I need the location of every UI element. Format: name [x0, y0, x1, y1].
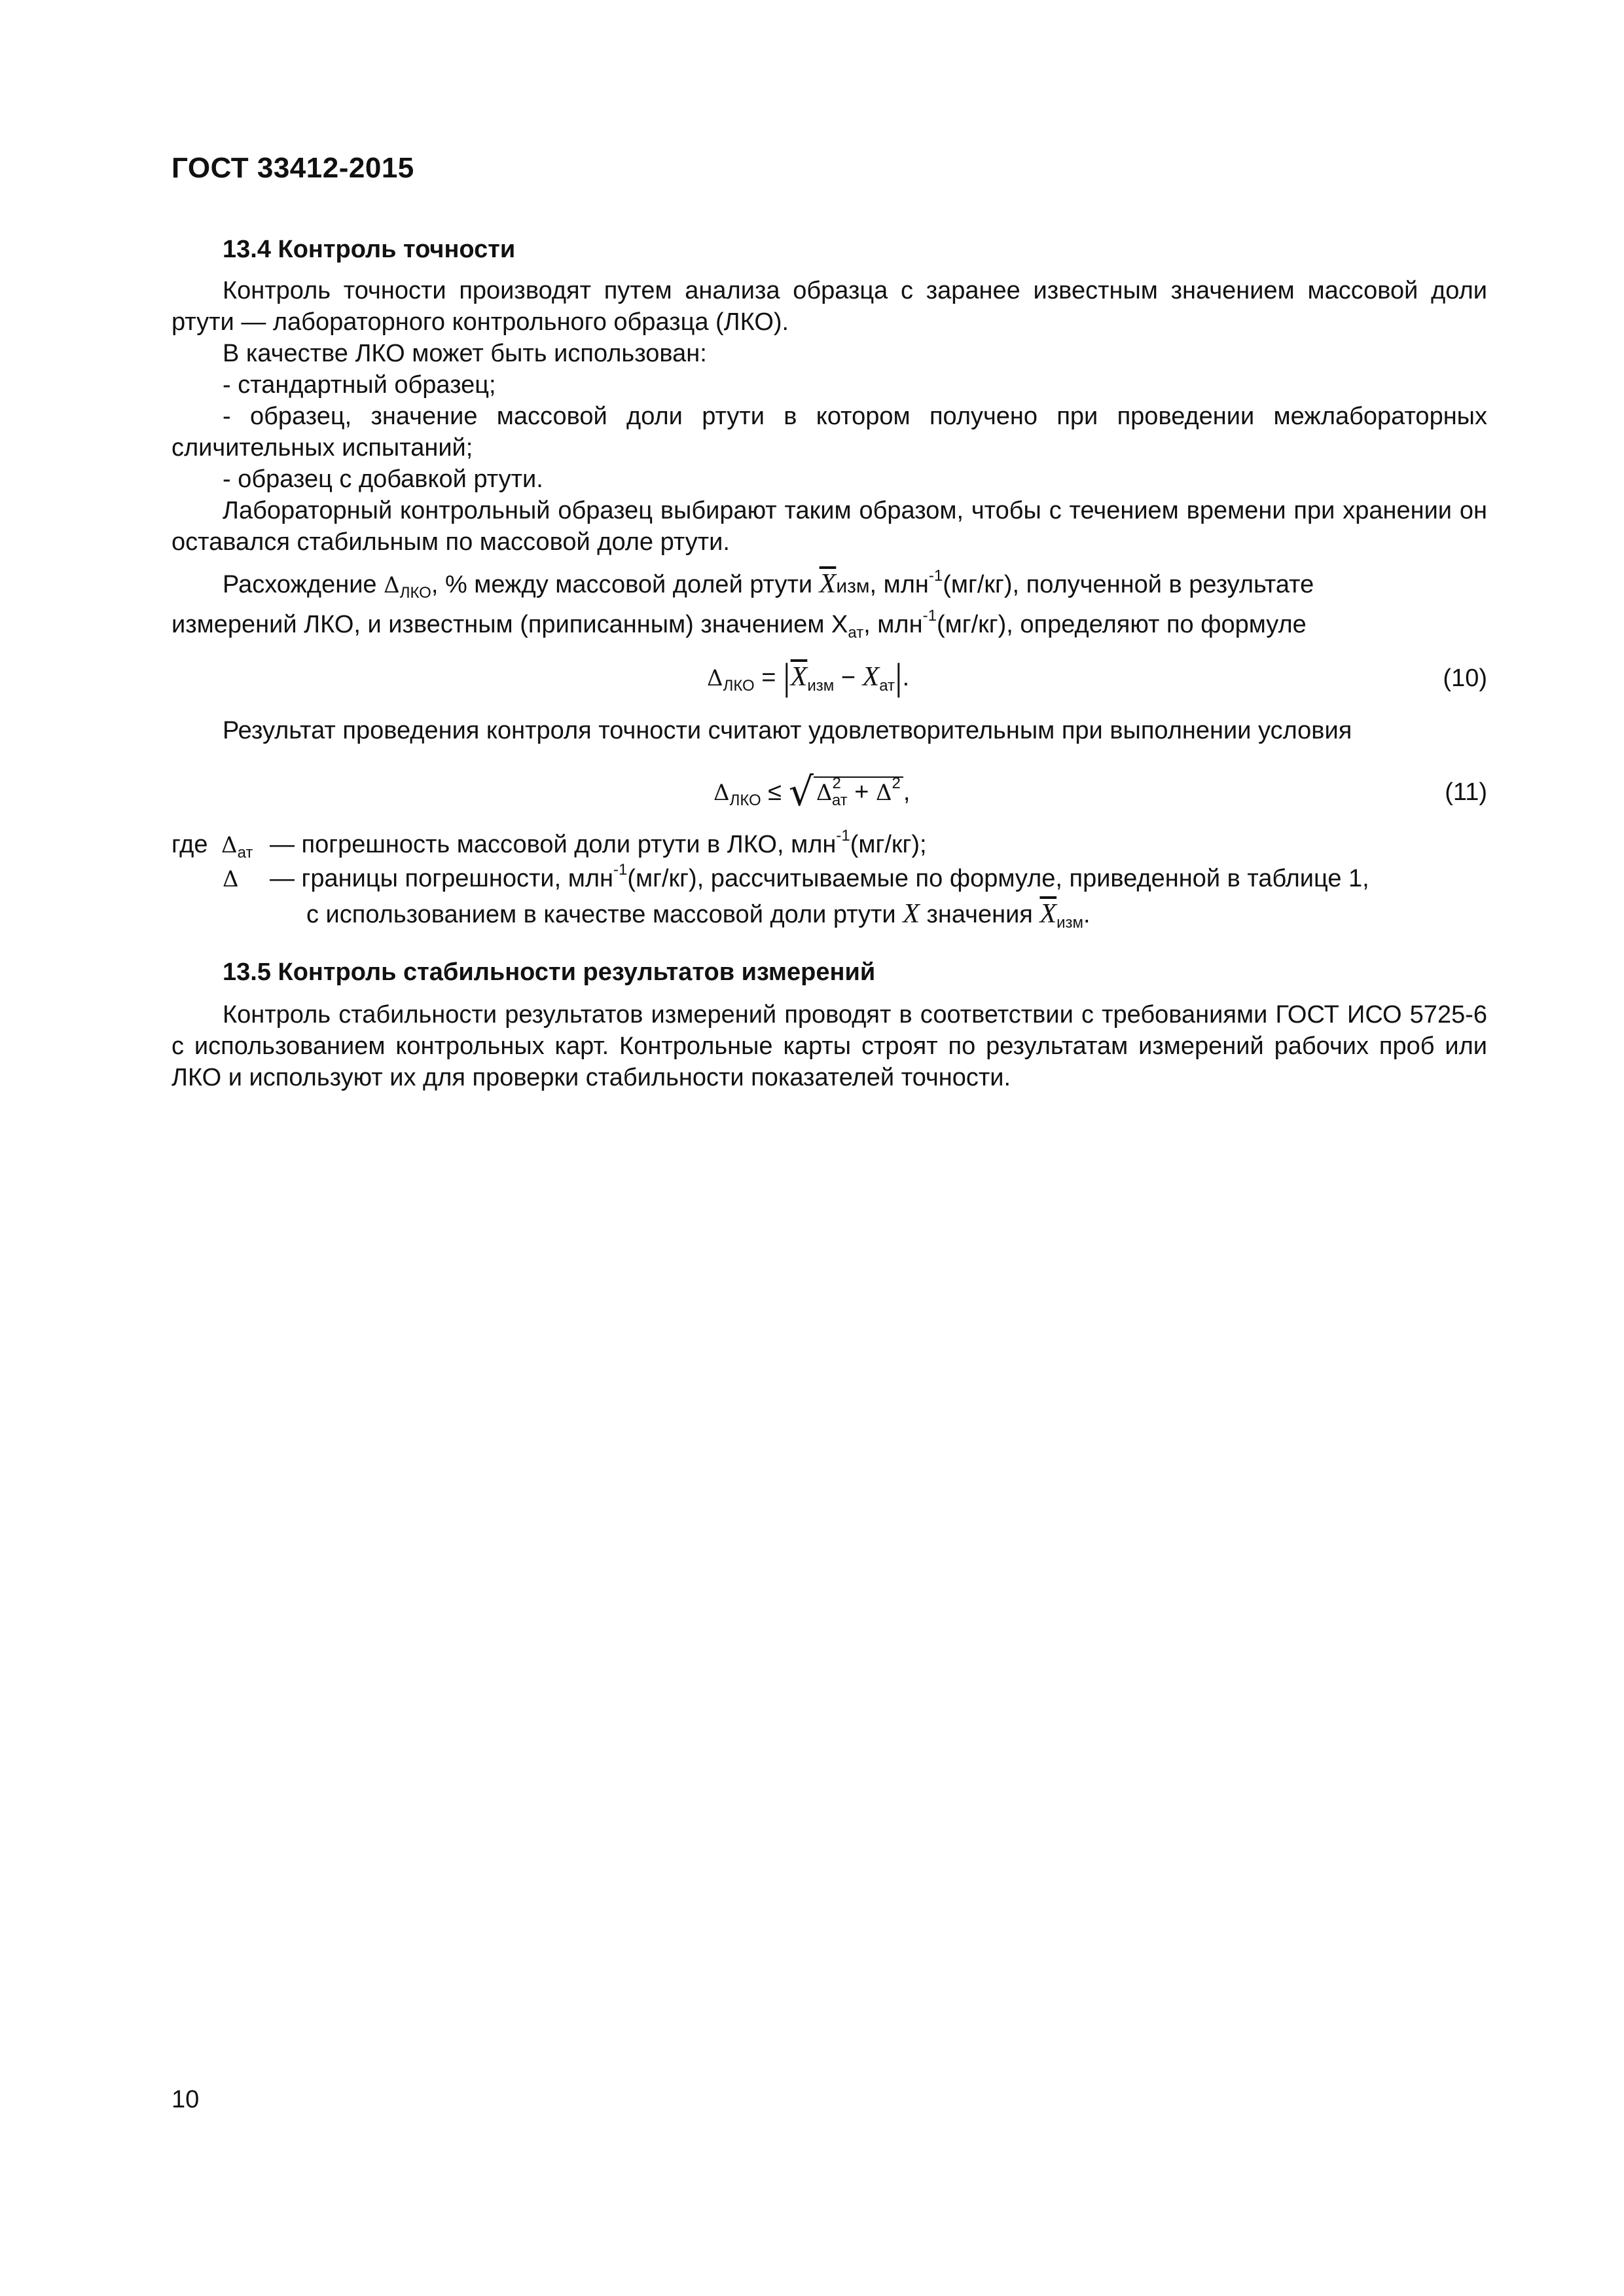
- where-definition-2-cont: с использованием в качестве массовой доли ртути X значения $\overline{X}_{изм}$.: [306, 899, 1091, 932]
- where-definition-2: — границы погрешности, млн$^{-1}$(мг/кг), рассчитываемые по формуле, приведенной в таблице 1,: [270, 861, 1369, 892]
- paragraph-lko-selection: Лабораторный контрольный образец выбирают таким образом, чтобы с течением времени при хранении он оставался стабильным по массовой доле ртути.: [171, 497, 1487, 556]
- where-label: где: [171, 831, 208, 858]
- where-delta-at: $\Delta_{ат}$: [221, 832, 253, 862]
- paragraph-accuracy-intro: Контроль точности производят путем анализа образца с заранее известным значением массовой доли ртути — лабораторного контрольного образца (ЛКО).: [171, 277, 1487, 336]
- section-13-4-title: 13.4 Контроль точности: [223, 236, 516, 263]
- list-item-spiked-sample: - образец с добавкой ртути.: [223, 465, 543, 493]
- document-code-header: ГОСТ 33412-2015: [171, 152, 414, 184]
- section-13-5-title: 13.5 Контроль стабильности результатов измерений: [223, 958, 876, 986]
- square-root-icon: √: [788, 769, 814, 815]
- equation-number-11: (11): [1445, 778, 1487, 806]
- where-delta: Δ: [223, 866, 239, 892]
- paragraph-discrepancy-line-2: измерений ЛКО, и известным (приписанным) значением $X_{ат}$, млн$^{-1}$(мг/кг), определяют по формуле: [171, 607, 1307, 642]
- x-bar-symbol: $\overline{X}$: [819, 569, 837, 599]
- where-definition-1: — погрешность массовой доли ртути в ЛКО, млн$^{-1}$(мг/кг);: [270, 827, 927, 858]
- paragraph-stability-control: Контроль стабильности результатов измерений проводят в соответствии с требованиями ГОСТ ИСО 5725-6 с использованием контрольных карт. Контрольные карты строят по результатам измерений рабочих проб или ЛКО и используют их для проверки стабильности показателей точности.: [171, 1001, 1487, 1091]
- delta-symbol: Δ: [384, 572, 400, 598]
- formula-10: $\Delta_{ЛКО} = |\overline{X}_{изм} - X_{ат}|$.: [707, 655, 910, 698]
- formula-11: $\Delta_{ЛКО}$ ≤ √ $\Delta^2_{ат} + \Delta^2$ ,: [713, 769, 911, 815]
- paragraph-lko-can-be: В качестве ЛКО может быть использован:: [223, 340, 707, 367]
- list-item-standard-sample: - стандартный образец;: [223, 371, 496, 399]
- page-number: 10: [171, 2086, 200, 2113]
- list-item-interlab-sample: - образец, значение массовой доли ртути в котором получено при проведении межлабораторных сличительных испытаний;: [171, 403, 1487, 462]
- equation-number-10: (10): [1443, 665, 1487, 692]
- paragraph-discrepancy-line-1: Расхождение $\Delta_{ЛКО}$, % между массовой долей ртути $\overline{X}изм$, млн$^{-1}$(мг/кг), полученной в результате: [223, 567, 1314, 602]
- paragraph-satisfactory-condition: Результат проведения контроля точности считают удовлетворительным при выполнении условия: [223, 717, 1352, 744]
